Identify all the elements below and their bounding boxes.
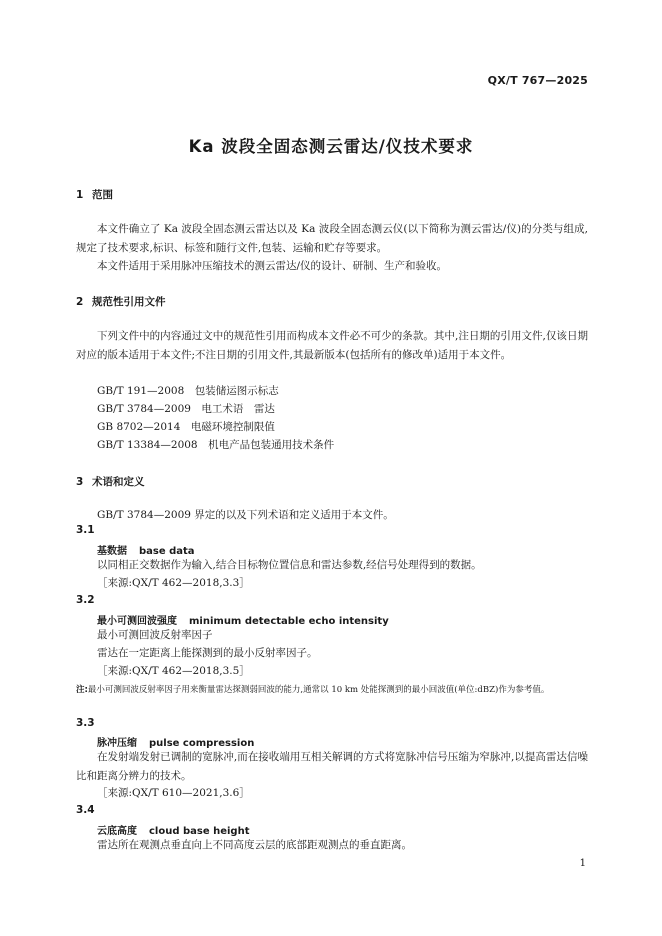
term-heading [97, 542, 195, 557]
document-title: Ka 波段全固态测云雷达/仪技术要求 [188, 137, 474, 156]
term-english: minimum detectable echo intensity [189, 616, 389, 627]
term-number: 3.4 [76, 804, 95, 816]
term-note [76, 682, 588, 698]
term-chinese: 脉冲压缩 [97, 738, 137, 749]
note-text: 最小可测回波反射率因子用来衡量雷达探测弱回波的能力,通常以 10 km 处能探测到的最小回波值(单位:dBZ)作为参考值。 [87, 685, 550, 695]
term-source: ［来源:QX/T 462—2018,3.3］ [97, 577, 250, 589]
reference-item: GB/T 191—2008 包装储运图示标志 [97, 385, 279, 397]
reference-item: GB/T 3784—2009 电工术语 雷达 [97, 403, 275, 415]
term-number: 3.2 [76, 594, 95, 606]
reference-item: GB 8702—2014 电磁环境控制限值 [97, 421, 275, 433]
terms-intro: GB/T 3784—2009 界定的以及下列术语和定义适用于本文件。 [97, 509, 394, 521]
section-1-heading [76, 187, 113, 202]
term-number: 3.1 [76, 524, 95, 536]
section-number: 2 [76, 296, 84, 308]
term-number: 3.3 [76, 717, 95, 729]
term-definition: 雷达在一定距离上能探测到的最小反射率因子。 [97, 647, 318, 659]
term-source: ［来源:QX/T 462—2018,3.5］ [97, 665, 250, 677]
term-definition: 雷达所在观测点垂直向上不同高度云层的底部距观测点的垂直距离。 [97, 839, 412, 851]
references-intro: 下列文件中的内容通过文中的规范性引用而构成本文件必不可少的条款。其中,注日期的引用文件,仅该日期对应的版本适用于本文件;不注日期的引用文件,其最新版本(包括所有的修改单)适用于本文件。 [76, 330, 588, 361]
section-3-heading [76, 474, 145, 489]
section-title: 术语和定义 [92, 476, 145, 488]
reference-item: GB/T 13384—2008 机电产品包装通用技术条件 [97, 439, 335, 451]
term-heading [97, 822, 250, 837]
section-number: 1 [76, 189, 84, 201]
scope-paragraph-1: 本文件确立了 Ka 波段全固态测云雷达以及 Ka 波段全固态测云仪(以下简称为测云雷达/仪)的分类与组成,规定了技术要求,标识、标签和随行文件,包装、运输和贮存等要求。 [76, 223, 588, 254]
section-2-heading [76, 294, 166, 309]
term-chinese: 最小可测回波强度 [97, 616, 177, 627]
term-chinese: 基数据 [97, 546, 127, 557]
scope-paragraph-2: 本文件适用于采用脉冲压缩技术的测云雷达/仪的设计、研制、生产和验收。 [97, 260, 448, 272]
page-number: 1 [579, 858, 586, 869]
section-number: 3 [76, 476, 84, 488]
note-label: 注: [76, 685, 88, 695]
term-definition: 在发射端发射已调制的宽脉冲,而在接收端用互相关解调的方式将宽脉冲信号压缩为窄脉冲,以提高雷达信噪比和距离分辨力的技术。 [76, 751, 588, 782]
term-english: base data [139, 546, 195, 557]
section-title: 规范性引用文件 [92, 296, 166, 308]
term-alternative: 最小可测回波反射率因子 [97, 629, 213, 641]
term-english: pulse compression [149, 738, 255, 749]
section-title: 范围 [92, 189, 113, 201]
standard-number: QX/T 767—2025 [487, 74, 588, 87]
term-heading [97, 612, 389, 627]
term-chinese: 云底高度 [97, 826, 137, 837]
term-source: ［来源:QX/T 610—2021,3.6］ [97, 787, 250, 799]
term-english: cloud base height [149, 826, 250, 837]
term-heading [97, 734, 254, 749]
term-definition: 以同相正交数据作为输入,结合目标物位置信息和雷达参数,经信号处理得到的数据。 [97, 559, 482, 571]
